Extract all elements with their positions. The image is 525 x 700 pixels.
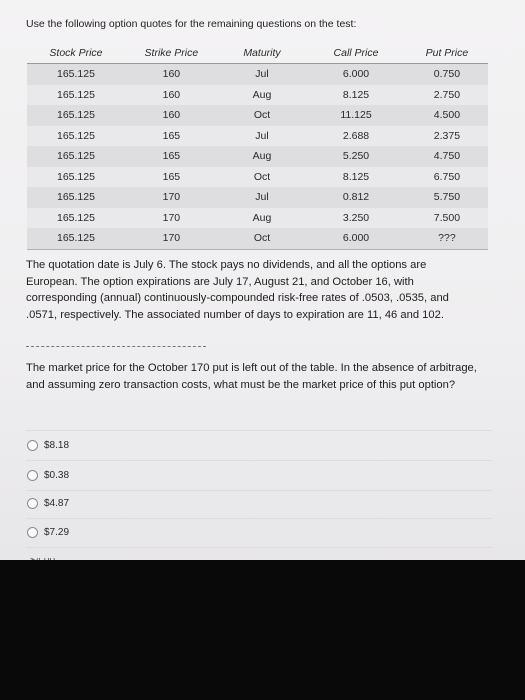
cell-stock-price: 165.125 [27, 146, 125, 167]
cell-strike-price: 170 [125, 228, 218, 249]
option-divider [26, 518, 492, 519]
radio-button[interactable] [27, 498, 38, 509]
cell-put-price: 2.750 [406, 85, 488, 106]
cell-maturity: Oct [218, 167, 306, 188]
cell-call-price: 0.812 [306, 187, 406, 208]
cell-strike-price: 165 [125, 126, 218, 147]
cell-put-price: 4.750 [406, 146, 488, 167]
cell-put-price: 2.375 [406, 126, 488, 147]
cell-maturity: Aug [218, 146, 306, 167]
cell-strike-price: 160 [125, 105, 218, 126]
table-row [27, 105, 488, 126]
intro-text: Use the following option quotes for the remaining questions on the test: [26, 18, 357, 30]
question-text: The market price for the October 170 put is left out of the table. In the absence of arbitrage, and assuming zero transaction costs, what must be the market price of this put option? [26, 362, 477, 391]
dark-background [0, 560, 525, 700]
cell-call-price: 2.688 [306, 126, 406, 147]
radio-button[interactable] [27, 527, 38, 538]
cell-stock-price: 165.125 [27, 208, 125, 229]
cell-stock-price: 165.125 [27, 64, 125, 85]
cell-maturity: Oct [218, 105, 306, 126]
cell-call-price: 3.250 [306, 208, 406, 229]
radio-button[interactable] [27, 440, 38, 451]
header-stock-price: Stock Price [27, 43, 125, 64]
cell-stock-price: 165.125 [27, 228, 125, 249]
cell-stock-price: 165.125 [27, 167, 125, 188]
answer-label: $7.29 [44, 527, 70, 538]
answer-label: $0.38 [44, 470, 70, 481]
table-row [27, 167, 488, 188]
cell-put-price: 0.750 [406, 64, 488, 85]
table-row [27, 85, 488, 106]
cell-strike-price: 165 [125, 146, 218, 167]
cell-strike-price: 160 [125, 85, 218, 106]
cell-strike-price: 170 [125, 187, 218, 208]
cell-maturity: Aug [218, 208, 306, 229]
header-strike-price: Strike Price [125, 43, 218, 64]
table-row [27, 126, 488, 147]
cell-maturity: Aug [218, 85, 306, 106]
answer-label: $8.18 [44, 440, 70, 451]
answer-option-2[interactable] [27, 470, 69, 481]
cell-put-price: 5.750 [406, 187, 488, 208]
cell-maturity: Oct [218, 228, 306, 249]
table-header-row [27, 43, 488, 64]
cell-put-price: 6.750 [406, 167, 488, 188]
cell-put-price: 4.500 [406, 105, 488, 126]
answer-option-4[interactable] [27, 527, 69, 538]
cell-maturity: Jul [218, 64, 306, 85]
cell-maturity: Jul [218, 187, 306, 208]
cell-call-price: 6.000 [306, 228, 406, 249]
option-quotes-table [27, 43, 488, 250]
context-paragraph: The quotation date is July 6. The stock pays no dividends, and all the options are European. The option expirations are July 17, August 21, and October 16, with corresponding (annual) continuously-compounded risk-free rates of .0503, .0535, and .0571, respectively. The associated number of days to expiration are 11, 46 and 102. [26, 259, 449, 321]
option-divider [26, 547, 492, 548]
option-divider [26, 490, 492, 491]
cell-strike-price: 160 [125, 64, 218, 85]
header-call-price: Call Price [306, 43, 406, 64]
cell-put-price: ??? [406, 228, 488, 249]
answer-option-3[interactable] [27, 498, 69, 509]
table-row [27, 146, 488, 167]
table-row [27, 187, 488, 208]
table-row [27, 228, 488, 249]
table-row [27, 64, 488, 85]
option-divider [26, 430, 492, 431]
section-divider [26, 346, 206, 347]
table-row [27, 208, 488, 229]
answer-option-1[interactable] [27, 440, 69, 451]
cell-maturity: Jul [218, 126, 306, 147]
cell-stock-price: 165.125 [27, 126, 125, 147]
cell-stock-price: 165.125 [27, 85, 125, 106]
cell-call-price: 8.125 [306, 167, 406, 188]
cell-stock-price: 165.125 [27, 187, 125, 208]
cell-strike-price: 165 [125, 167, 218, 188]
header-put-price: Put Price [406, 43, 488, 64]
cell-put-price: 7.500 [406, 208, 488, 229]
option-divider [26, 460, 492, 461]
cell-call-price: 8.125 [306, 85, 406, 106]
radio-button[interactable] [27, 470, 38, 481]
cell-call-price: 6.000 [306, 64, 406, 85]
header-maturity: Maturity [218, 43, 306, 64]
answer-label: $4.87 [44, 498, 70, 509]
cell-strike-price: 170 [125, 208, 218, 229]
cell-stock-price: 165.125 [27, 105, 125, 126]
cell-call-price: 11.125 [306, 105, 406, 126]
cell-call-price: 5.250 [306, 146, 406, 167]
